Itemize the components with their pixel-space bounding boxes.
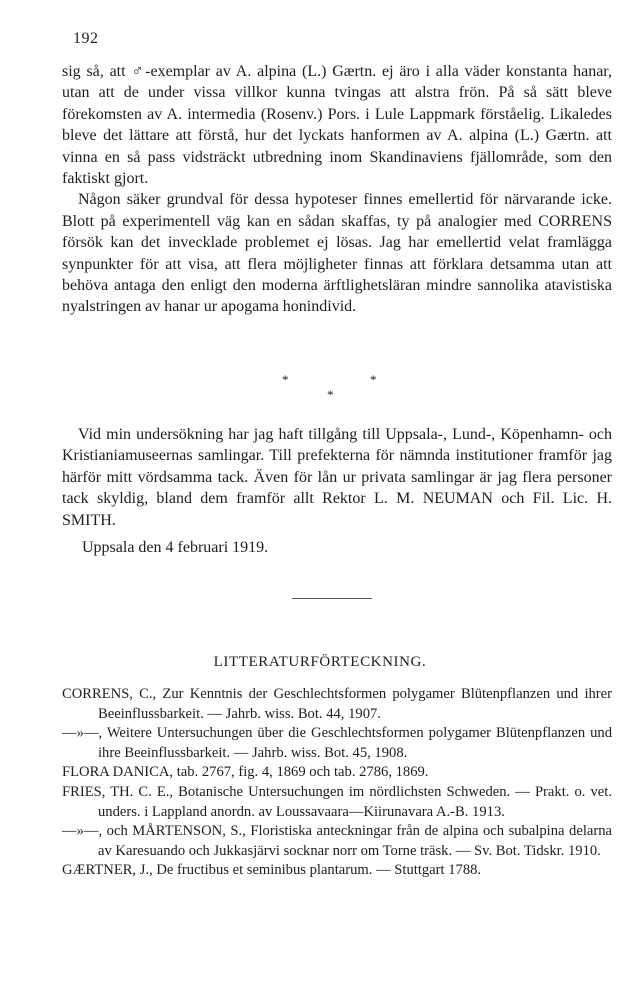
page-number: 192: [73, 30, 99, 47]
acknowledgement-section: [62, 424, 612, 558]
paragraph-1: sig så, att ♂-exemplar av A. alpina (L.) Gærtn. ej äro i alla väder konstanta hanar, utan att de under vissa villkor kunna tvingas att alstra frön. På så sätt bleve förekomsten av A. intermedia (Rosenv.) Pors. i Lule Lappmark förståelig. Likaledes bleve det lättare att förstå, hur det lyckats hanformen av A. alpina (L.) Gærtn. att vinna en så pass vidsträckt utbredning inom Skandinaviens fjällområde, som den faktiskt gjort.: [62, 63, 612, 188]
dateline: Uppsala den 4 februari 1919.: [82, 539, 269, 557]
reference-item: GÆRTNER, J., De fructibus et seminibus plantarum. — Stuttgart 1788.: [62, 862, 482, 879]
section-rule: [292, 598, 372, 599]
asterisk: *: [282, 372, 289, 387]
main-text: [62, 61, 612, 318]
reference-item: —»—, Weitere Untersuchungen über die Geschlechtsformen polygamer Blütenpflanzen und ihre Beeinflussbarkeit. — Jahrb. wiss. Bot. 45, 1908.: [62, 725, 612, 761]
reference-list: [62, 685, 612, 881]
reference-item: FLORA DANICA, tab. 2767, fig. 4, 1869 och tab. 2786, 1869.: [62, 764, 429, 781]
paragraph-2: Någon säker grundval för dessa hypoteser finnes emellertid för närvarande icke. Blott på experimentell väg kan en sådan skaffas, ty på analogier med CORRENS försök kan det invecklade problemet ej lösas. Jag har emellertid velat framlägga synpunkter för att visa, att flera möjligheter finnas att förklara detsamma utan att behöva antaga den enligt den moderna ärftlighetsläran mindre sannolika atavistiska nyalstringen av hanar ur apogama honindivid.: [62, 191, 612, 316]
reference-item: —»—, och MÅRTENSON, S., Floristiska anteckningar från de alpina och subalpina delarna av Karesuando och Jukkasjärvi socknar norr om Torne träsk. — Sv. Bot. Tidskr. 1910.: [62, 823, 612, 859]
literature-heading: LITTERATURFÖRTECKNING.: [213, 654, 427, 670]
asterisk: *: [370, 372, 377, 387]
section-separator: [270, 372, 390, 406]
reference-item: CORRENS, C., Zur Kenntnis der Geschlechtsformen polygamer Blütenpflanzen und ihrer Beeinflussbarkeit. — Jahrb. wiss. Bot. 44, 1907.: [62, 686, 612, 722]
reference-item: FRIES, TH. C. E., Botanische Untersuchungen im nördlichsten Schweden. — Prakt. o. vet. unders. i Lappland anordn. av Loussavaara—Kiirunavara A.-B. 1913.: [62, 783, 612, 820]
acknowledgement-paragraph: Vid min undersökning har jag haft tillgång till Uppsala-, Lund-, Köpenhamn- och Kristianiamuseernas samlingar. Till prefekterna för nämnda institutioner framför jag härför mitt vördsamma tack. Även för lån ur privata samlingar är jag flera personer tack skyldig, bland dem framför allt Rektor L. M. NEUMAN och Fil. Lic. H. SMITH.: [62, 426, 612, 529]
asterisk: *: [327, 387, 334, 402]
